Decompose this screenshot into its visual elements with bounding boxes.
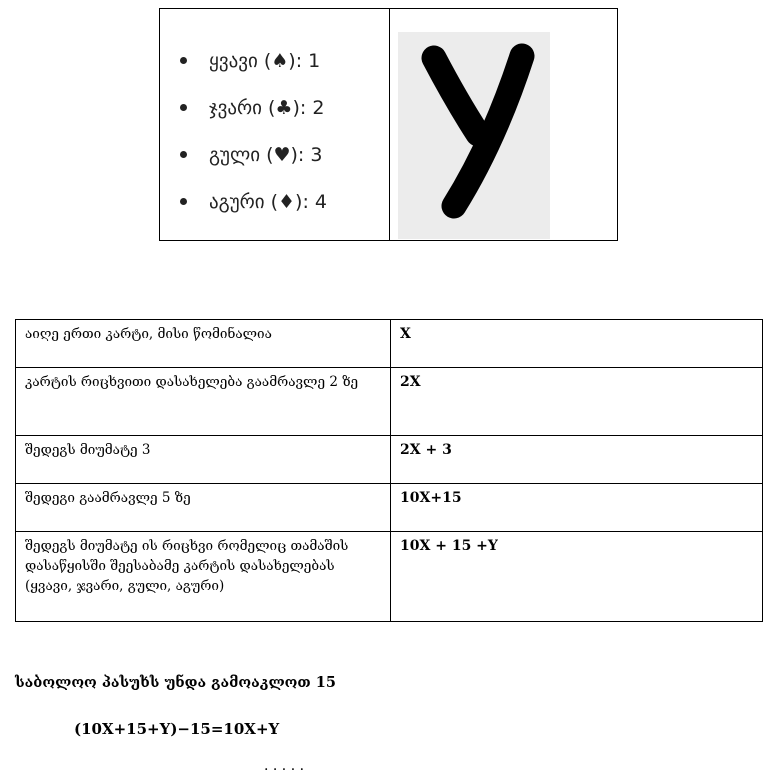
step-expression: 10X+15 [391,484,763,532]
step-expression: 2X [391,368,763,436]
suit-diamond-label: აგური (♦): 4 [209,190,327,213]
bullet-icon [180,151,187,158]
table-row [16,532,763,622]
step-instruction: შედეგს მიუმატე 3 [16,436,391,484]
final-formula: (10X+15+Y)−15=10X+Y [74,720,280,738]
suit-list-cell [160,9,390,240]
step-expression: 10X + 15 +Y [391,532,763,622]
y-letter-icon [398,32,550,239]
step-expression: 2X + 3 [391,436,763,484]
final-note: საბოლოო პასუხს უნდა გამოაკლოთ 15 [15,674,336,691]
step-instruction: აიღე ერთი კარტი, მისი წომინალია [16,320,391,368]
step-expression: X [391,320,763,368]
suit-list [178,37,327,225]
table-row [16,436,763,484]
step-instruction: შედეგს მიუმატე ის რიცხვი რომელიც თამაშის დასაწყისში შეესაბამე კარტის დასახელებას (ყვავი, ჯვარი, გული, აგური) [16,532,391,622]
table-row [16,484,763,532]
steps-table [15,319,763,622]
list-item [178,178,327,225]
bullet-icon [180,57,187,64]
list-item [178,84,327,131]
suit-heart-label: გული (♥): 3 [209,143,323,166]
suit-legend-box [159,8,618,241]
y-letter-image [398,32,550,239]
list-item [178,131,327,178]
bullet-icon [180,198,187,205]
list-item [178,37,327,84]
table-row [16,368,763,436]
cut-off-text-line: · · · · · [264,762,305,778]
step-instruction: კარტის რიცხვითი დასახელება გაამრავლე 2 ზე [16,368,391,436]
suit-spade-label: ყვავი (♠): 1 [209,49,321,72]
suit-club-label: ჯვარი (♣): 2 [209,96,325,119]
y-image-cell [390,9,617,240]
table-row [16,320,763,368]
bullet-icon [180,104,187,111]
step-instruction: შედეგი გაამრავლე 5 ზე [16,484,391,532]
